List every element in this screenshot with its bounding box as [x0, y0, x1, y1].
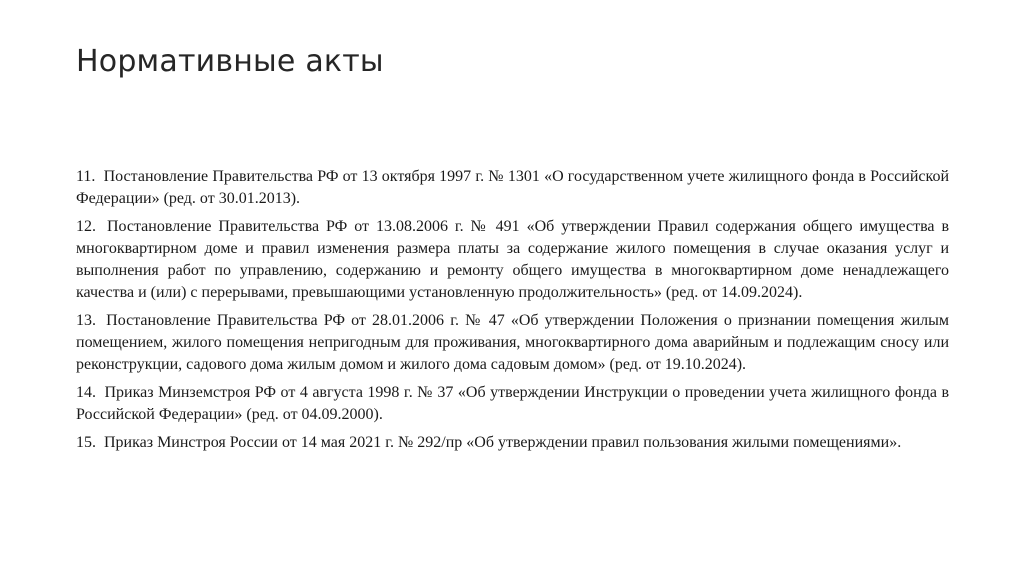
item-text: Приказ Минземстроя РФ от 4 августа 1998 г. № 37 «Об утверждении Инструкции о проведении учета жилищного фонда в Российской Федерации» (ред. от 04.09.2000). [76, 384, 949, 423]
item-number: 15. [76, 434, 96, 451]
list-item [76, 216, 949, 304]
item-text: Постановление Правительства РФ от 13.08.2006 г. № 491 «Об утверждении Правил содержания общего имущества в многоквартирном доме и правил изменения размера платы за содержание жилого помещения в случае оказания услуг и выполнения работ по управлению, содержанию и ремонту общего имущества в многоквартирном доме ненадлежащего качества и (или) с перерывами, превышающими установленную продолжительность» (ред. от 14.09.2024). [76, 218, 950, 301]
list-item [76, 382, 949, 426]
list-item [76, 432, 949, 454]
item-number: 12. [76, 218, 96, 235]
slide-title: Нормативные акты [76, 44, 384, 79]
item-number: 14. [76, 384, 96, 401]
item-text: Приказ Минстроя России от 14 мая 2021 г. № 292/пр «Об утверждении правил пользования жилыми помещениями». [104, 434, 902, 451]
item-text: Постановление Правительства РФ от 13 октября 1997 г. № 1301 «О государственном учете жилищного фонда в Российской Федерации» (ред. от 30.01.2013). [76, 168, 950, 207]
item-number: 11. [76, 168, 96, 185]
item-number: 13. [76, 312, 96, 329]
list-item [76, 166, 949, 210]
item-text: Постановление Правительства РФ от 28.01.2006 г. № 47 «Об утверждении Положения о признании помещения жилым помещением, жилого помещения непригодным для проживания, многоквартирного дома аварийным и подлежащим сносу или реконструкции, садового дома жилым домом и жилого дома садовым домом» (ред. от 19.10.2024). [76, 312, 950, 373]
normative-acts-list [76, 166, 949, 460]
list-item [76, 310, 949, 376]
